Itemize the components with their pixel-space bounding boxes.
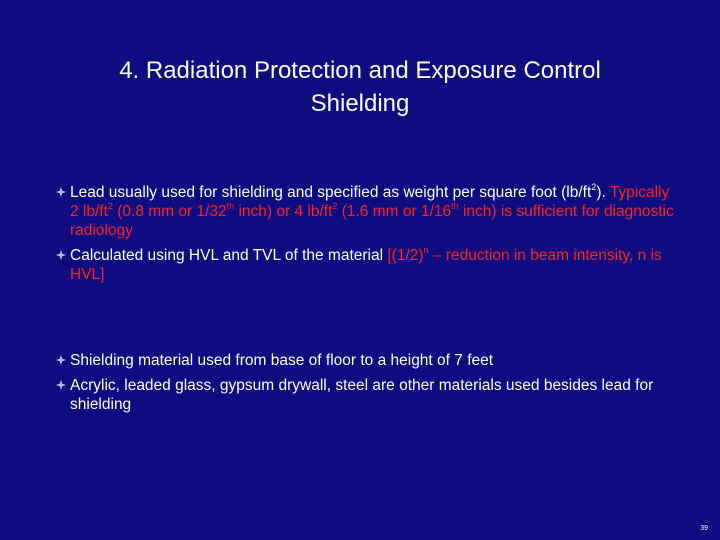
text-segment: Lead usually used for shielding and specified as weight per square foot (lb/ft (70, 184, 592, 201)
text-segment: Typically 2 lb/ft (70, 184, 670, 220)
title-line-1: 4. Radiation Protection and Exposure Control (119, 57, 601, 84)
diamond-cluster-icon (56, 355, 66, 365)
page-number: 39 (700, 525, 708, 532)
diamond-cluster-icon (56, 380, 66, 390)
text-segment: inch) is sufficient for diagnostic radiology (70, 203, 674, 239)
bullet-text: Acrylic, leaded glass, gypsum drywall, steel are other materials used besides lead for shielding (70, 377, 654, 413)
superscript: 2 (591, 181, 597, 192)
bullet-text (70, 183, 680, 240)
bullet-text (70, 246, 680, 284)
text-segment: – reduction in beam intensity, n is HVL] (70, 247, 662, 283)
text-segment: inch) or 4 lb/ft (234, 203, 333, 220)
diamond-cluster-icon (56, 250, 66, 260)
text-segment: Calculated using HVL and TVL of the material (70, 247, 388, 264)
text-segment: (0.8 mm or 1/32 (112, 203, 227, 220)
superscript: 2 (107, 200, 113, 211)
superscript: th (226, 200, 235, 211)
superscript: n (423, 244, 429, 255)
bullet-text: Shielding material used from base of floor to a height of 7 feet (70, 352, 494, 369)
superscript: 2 (332, 200, 338, 211)
text-segment: (1.6 mm or 1/16 (337, 203, 452, 220)
text-segment: [(1/2) (387, 247, 424, 264)
diamond-cluster-icon (56, 187, 66, 197)
superscript: th (451, 200, 459, 211)
text-segment: ). (596, 184, 610, 201)
title-line-2: Shielding (310, 90, 410, 117)
